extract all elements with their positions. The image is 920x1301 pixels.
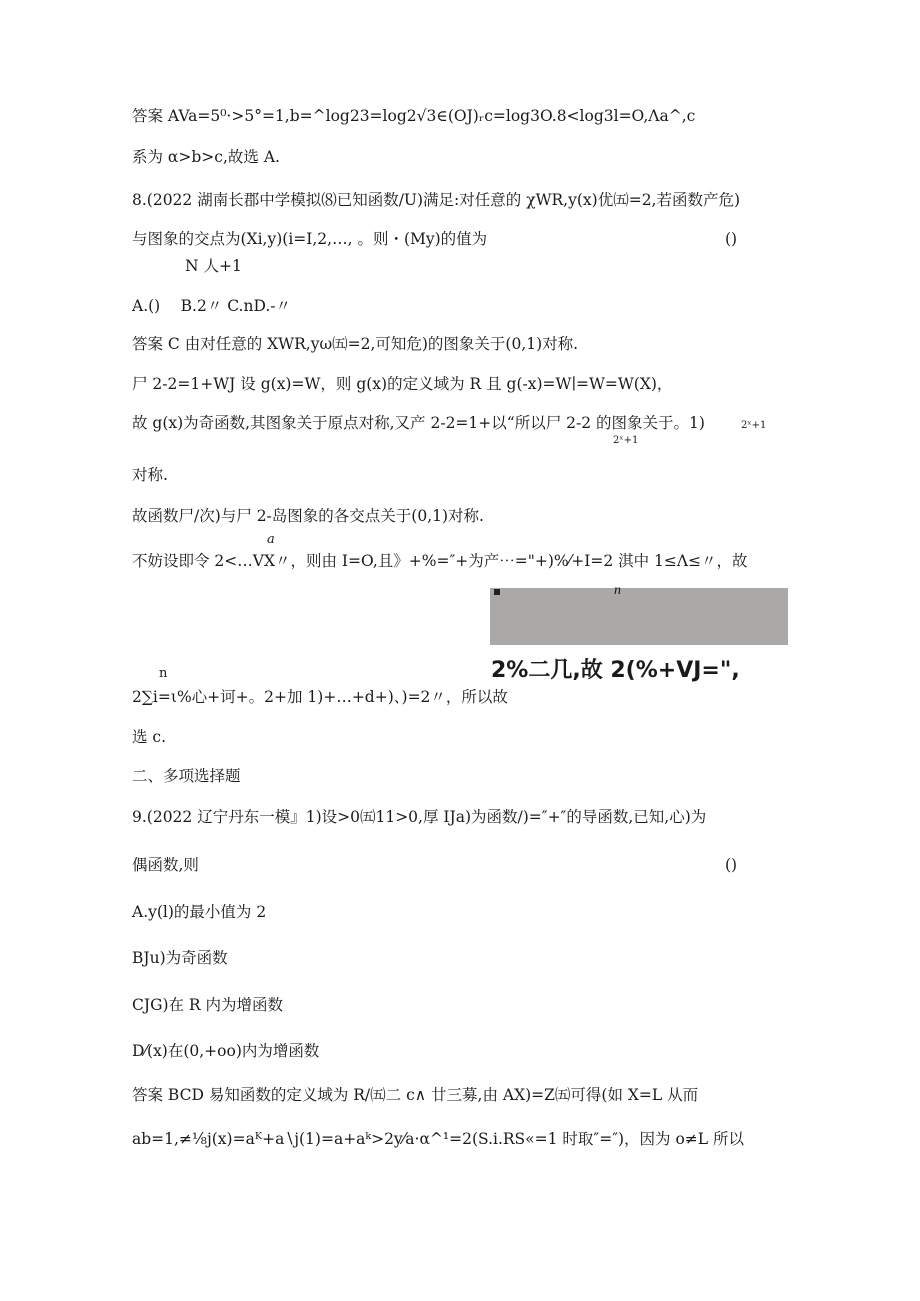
answer-q8-line-1: 答案 C 由对任意的 XWR,yω㈤=2,可知危)的图象关于(0,1)对称.	[132, 335, 579, 353]
question-8-line-2: 与图象的交点为(Xi,y)(i=I,2,…, 。则・(My)的值为	[132, 230, 488, 248]
square-marker-icon	[494, 589, 500, 595]
option-a: A.y(l)的最小值为 2	[132, 903, 267, 921]
question-9-line: 9.(2022 辽宁丹东一模』1)设>0㈤11>0,厚 IJa)为函数/)=″+″的导函数,已知,心)为	[132, 808, 707, 826]
text-line-2: 系为 α>b>c,故选 A.	[132, 148, 280, 166]
answer-q8-line-4: 对称.	[132, 466, 168, 484]
answer-q8-line-6: 不妨设即令 2<…VX〃，则由 I=O,且》+%=″+为产⋯="+)%⁄+I=2 淇中 1≤Λ≤〃，故	[132, 552, 748, 570]
section-heading: 二、多项选择题	[132, 767, 241, 785]
option-b: BJu)为奇函数	[132, 949, 228, 967]
gray-strip-n: n	[614, 583, 621, 598]
answer-q8-line-3: 故 g(x)为奇函数,其图象关于原点对称,又产 2-2=1+以“所以尸 2-2 的图象关于。1)	[132, 414, 705, 432]
text-line-1: 答案 AVa=5⁰·>5°=1,b=^log23=log2√3∈(OJ)ᵣc=log3O.8<log3l=O,Λa^,c	[132, 107, 696, 125]
option-c: CJG)在 R 内为增函数	[132, 996, 284, 1014]
superscript-fraction: 2ˣ+1	[741, 420, 767, 431]
answer-q8-line-8: 选 c.	[132, 728, 167, 746]
answer-q9-line-2: ab=1,≠⅛j(x)=aᴷ+a∖j(1)=a+aᵏ>2y⁄a·α^¹=2(S.i.RS«=1 时取″=″)，因为 o≠L 所以	[132, 1130, 745, 1148]
answer-q8-line-5: 故函数尸/次)与尸 2-岛图象的各交点关于(0,1)对称.	[132, 507, 484, 525]
large-formula-line: 2%二几,故 2(%+VJ=",	[491, 658, 740, 683]
option-d: D⁄(x)在(0,+oo)内为增函数	[132, 1042, 320, 1060]
answer-paren-q8: ()	[725, 230, 738, 248]
formula-fragment: N 人+1	[185, 257, 242, 275]
question-8-line: 8.(2022 湖南长郡中学模拟⑻已知函数/U)满足:对任意的 χWR,y(x)优㈤=2,若函数产危)	[132, 191, 741, 209]
answer-paren-q9: ()	[725, 856, 738, 874]
symbol-a: a	[267, 532, 275, 547]
subscript-fraction: 2ˣ+1	[613, 435, 639, 446]
question-9-line-2: 偶函数,则	[132, 856, 199, 874]
answer-q8-line-2: 尸 2-2=1+WJ 设 g(x)=W，则 g(x)的定义域为 R 且 g(-x)=W∣=W=W(X)，	[132, 375, 673, 393]
gray-image-strip	[490, 588, 788, 645]
answer-q8-line-7: 2∑i=ι%心+诃+。2+加 1)+…+d+)、)=2〃，所以故	[132, 688, 508, 706]
options-q8: A.() B.2〃 C.nD.-〃	[132, 297, 292, 315]
answer-q9-line-1: 答案 BCD 易知函数的定义域为 R/㈤二 c∧ 廿三募,由 AX)=Z㈤可得(如 X=L 从而	[132, 1086, 699, 1104]
symbol-n: n	[159, 666, 168, 681]
